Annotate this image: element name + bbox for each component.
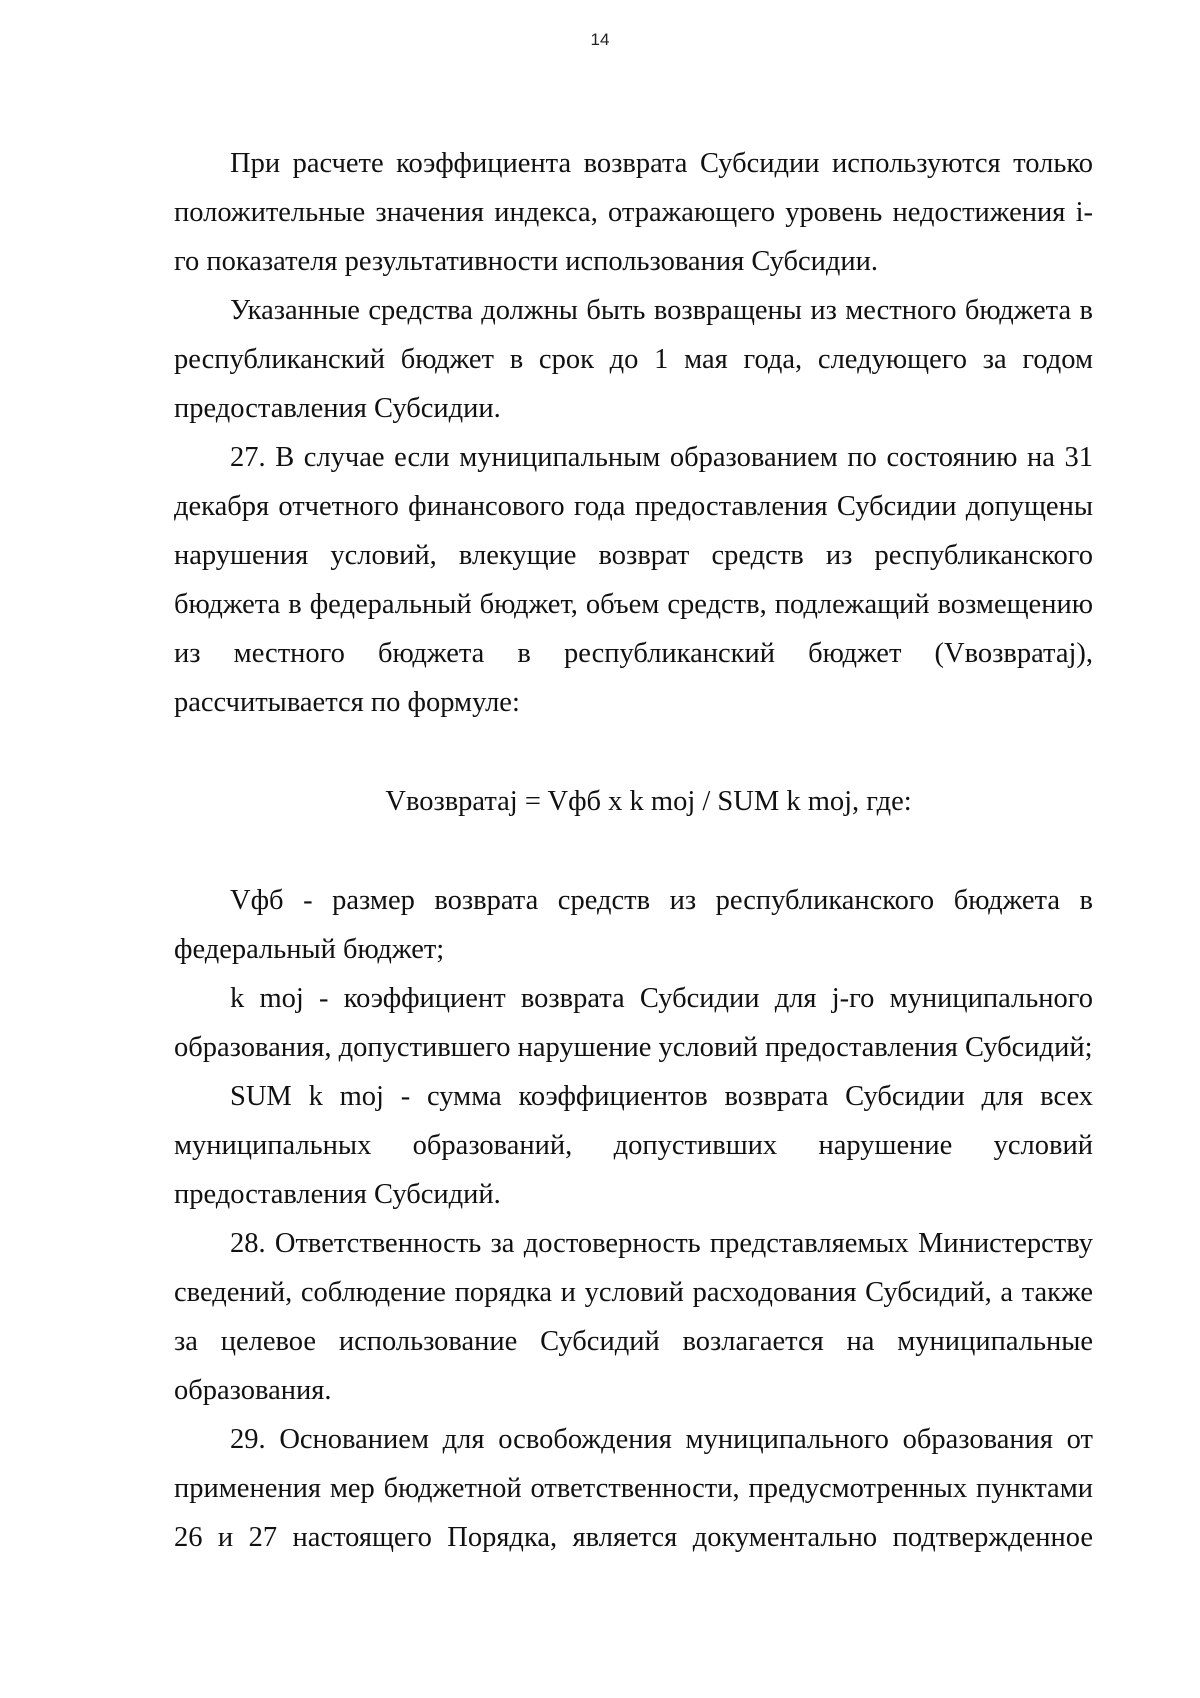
paragraph-item-27: 27. В случае если муниципальным образованием по состоянию на 31 декабря отчетного финансового года предоставления Субсидии допущены нарушения условий, влекущие возврат средств из республиканского бюджета в федеральный бюджет, объем средств, подлежащий возмещению из местного бюджета в республиканский бюджет (Vвозвратаj), рассчитывается по формуле: — [174, 442, 1093, 718]
page-number: 14 — [590, 30, 610, 49]
return-formula: Vвозвратаj = Vфб x k moj / SUM k moj, где: — [385, 786, 912, 817]
paragraph-coefficient-note: При расчете коэффициента возврата Субсидии используются только положительные значения индекса, отражающего уровень недостижения i-го показателя результативности использования Субсидии. — [174, 148, 1093, 277]
definition-sum-k-moj: SUM k moj - сумма коэффициентов возврата Субсидии для всех муниципальных образований, допустивших нарушение условий предоставления Субсидий. — [174, 1081, 1093, 1210]
paragraph-item-28: 28. Ответственность за достоверность представляемых Министерству сведений, соблюдение порядка и условий расходования Субсидий, а также за целевое использование Субсидий возлагается на муниципальные образования. — [174, 1228, 1093, 1406]
paragraph-item-29: 29. Основанием для освобождения муниципального образования от применения мер бюджетной ответственности, предусмотренных пунктами 26 и 27 настоящего Порядка, является документально подтвержденное — [174, 1424, 1093, 1553]
paragraph-return-deadline: Указанные средства должны быть возвращены из местного бюджета в республиканский бюджет в срок до 1 мая года, следующего за годом предоставления Субсидии. — [174, 295, 1093, 424]
document-body — [174, 139, 1093, 1562]
definition-k-moj: k moj - коэффициент возврата Субсидии для j-го муниципального образования, допустившего нарушение условий предоставления Субсидий; — [174, 983, 1093, 1063]
definition-vfb: Vфб - размер возврата средств из республиканского бюджета в федеральный бюджет; — [174, 885, 1093, 965]
